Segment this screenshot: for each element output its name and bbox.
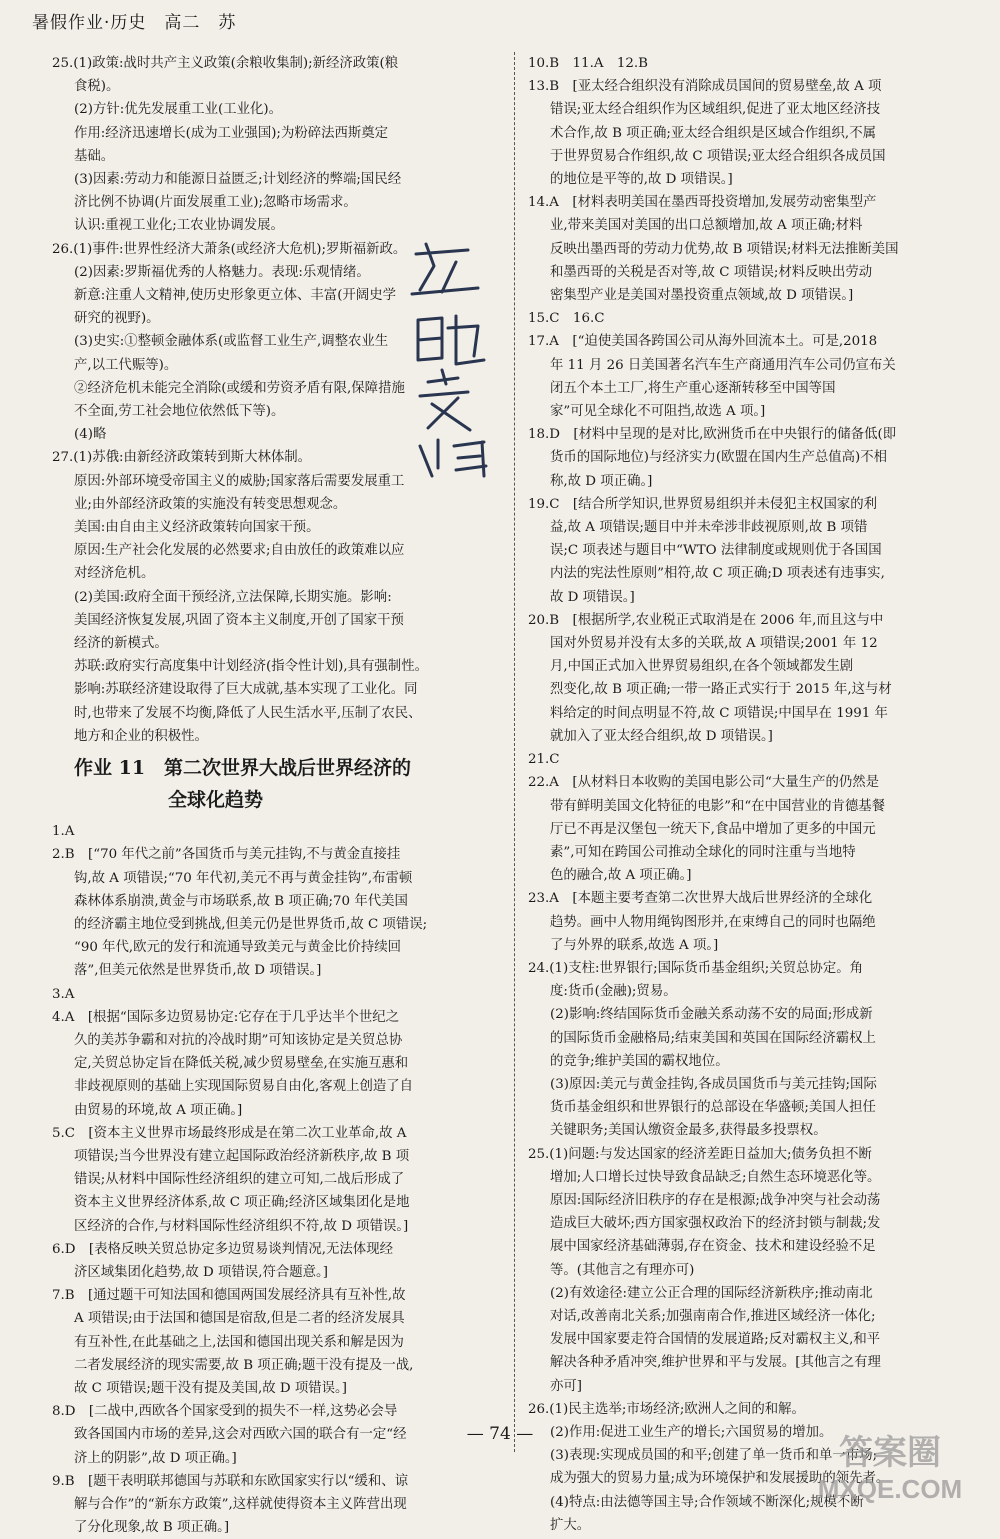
answer-line: 二者发展经济的现实需要,故 B 项正确;题干没有提及一战, bbox=[74, 1357, 414, 1373]
answer-line: 造成巨大破坏;西方国家强权政治下的经济封锁与制裁;发 bbox=[550, 1216, 881, 1232]
answer-line: 时,也带来了发展不均衡,降低了人民生活水平,压制了农民、 bbox=[74, 705, 422, 721]
page-number: — 74 — bbox=[466, 1424, 534, 1444]
answer-line: 新意:注重人文精神,使历史形象更立体、丰富(开阔史学 bbox=[74, 288, 396, 304]
answer-line: 2.B [“70 年代之前”各国货币与美元挂钩,不与黄金直接挂 bbox=[52, 847, 401, 863]
answer-line: 素”,可知在跨国公司推动全球化的同时注重与当地特 bbox=[550, 844, 856, 860]
answer-line: 成为强大的贸易力量;成为环境保护和发展援助的领先者。 bbox=[550, 1471, 890, 1487]
answer-line: 故 D 项错误。] bbox=[550, 589, 635, 605]
answer-line: 色的融合,故 A 项正确。] bbox=[550, 868, 692, 884]
answer-line: 业,带来美国对美国的出口总额增加,故 A 项正确;材料 bbox=[550, 218, 863, 234]
answer-line: 故 C 项错误;题干没有提及美国,故 D 项错误。] bbox=[74, 1380, 347, 1396]
answer-line: (4)特点:由法德等国主导;合作领域不断深化;规模不断 bbox=[550, 1494, 864, 1510]
answer-line: 研究的视野)。 bbox=[74, 311, 160, 327]
answer-line: 13.B [亚太经合组织没有消除成员国间的贸易壁垒,故 A 项 bbox=[528, 79, 882, 95]
answer-line: 货币基金组织和世界银行的总部设在华盛顿;美国人担任 bbox=[550, 1100, 876, 1116]
answer-line: 关键职务;美国认缴资金最多,获得最多投票权。 bbox=[550, 1123, 827, 1139]
answer-line: 20.B [根据所学,农业税正式取消是在 2006 年,而且这与中 bbox=[528, 612, 884, 628]
answer-line: (2)美国:政府全面干预经济,立法保障,长期实施。影响: bbox=[74, 589, 392, 605]
answer-line: 烈变化,故 B 项正确;一带一路正式实行于 2015 年,这与材 bbox=[550, 682, 892, 698]
answer-line: (3)表现:实现成员国的和平;创建了单一货币和单一市场; bbox=[550, 1448, 878, 1464]
answer-line: 误;C 项表述与题目中“WTO 法律制度或规则优于各国国 bbox=[550, 543, 882, 559]
answer-line: 10.B 11.A 12.B bbox=[528, 56, 649, 71]
answer-line: 济比例不协调(片面发展重工业);忽略市场需求。 bbox=[74, 195, 357, 211]
answer-line: 货币的国际地位)与经济实力(欧盟在国内生产总值高)不相 bbox=[550, 450, 888, 466]
answer-line: 月,中国正式加入世界贸易组织,在各个领域都发生剧 bbox=[550, 659, 854, 675]
answer-line: 23.A [本题主要考查第二次世界大战后世界经济的全球化 bbox=[528, 891, 873, 907]
answer-line: 度:货币(金融);贸易。 bbox=[550, 984, 677, 1000]
answer-line: 17.A [“迫使美国各跨国公司从海外回流本土。可是,2018 bbox=[528, 334, 878, 350]
page-header: 暑假作业·历史 高二 苏 bbox=[32, 13, 237, 33]
answer-line: 益,故 A 项错误;题目中并未牵涉非歧视原则,故 B 项错 bbox=[550, 520, 868, 536]
answer-line: 7.B [通过题干可知法国和德国两国发展经济具有互补性,故 bbox=[52, 1288, 406, 1304]
answer-line: 内法的宪法性原则”相符,故 C 项正确;D 项表述有违事实, bbox=[550, 566, 885, 582]
answer-line: ②经济危机未能完全消除(或缓和劳资矛盾有限,保障措施 bbox=[74, 380, 405, 396]
answer-line: 苏联:政府实行高度集中计划经济(指令性计划),具有强制性。 bbox=[74, 659, 428, 675]
answer-line: 25.(1)问题:与发达国家的经济差距日益加大;债务负担不断 bbox=[528, 1146, 872, 1162]
answer-line: 的国际货币金融格局;结束美国和英国在国际经济霸权上 bbox=[550, 1030, 876, 1046]
answer-line: 错误;从材料中国际性经济组织的建立可知,二战后形成了 bbox=[74, 1172, 405, 1188]
answer-line: 有互补性,在此基础之上,法国和德国出现关系和解是因为 bbox=[74, 1334, 404, 1350]
answer-line: 于世界贸易合作组织,故 C 项错误;亚太经合组织各成员国 bbox=[550, 148, 886, 164]
answer-line: 钩,故 A 项错误;“70 年代初,美元不再与黄金挂钩”,布雷顿 bbox=[74, 870, 413, 886]
answer-line: 不全面,劳工社会地位依然低下等)。 bbox=[74, 404, 285, 420]
answer-line: 森林体系崩溃,黄金与市场联系,故 B 项正确;70 年代美国 bbox=[74, 893, 408, 909]
answer-line: 了分化现象,故 B 项正确。] bbox=[74, 1520, 230, 1536]
answer-line: (2)方针:优先发展重工业(工业化)。 bbox=[74, 102, 283, 118]
watermark-logo bbox=[792, 1420, 988, 1508]
answer-line: 1.A bbox=[52, 824, 75, 840]
answer-line: 27.(1)苏俄:由新经济政策转到斯大林体制。 bbox=[52, 450, 312, 466]
answer-line: 产,以工代赈等)。 bbox=[74, 357, 178, 373]
answer-line: 18.D [材料中呈现的是对比,欧洲货币在中央银行的储备低(即 bbox=[528, 427, 897, 443]
answer-line: 错误;亚太经合组织作为区域组织,促进了亚太地区经济技 bbox=[550, 102, 881, 118]
answer-line: (3)因素:劳动力和能源日益匮乏;计划经济的弊端;国民经 bbox=[74, 172, 402, 188]
answer-line: 作用:经济迅速增长(成为工业强国);为粉碎法西斯奠定 bbox=[74, 125, 389, 141]
answer-line: 3.A bbox=[52, 986, 75, 1002]
answer-line: 济区域集团化趋势,故 D 项错误,符合题意。] bbox=[74, 1264, 328, 1280]
answer-line: (3)史实:①整顿金融体系(或监督工业生产,调整农业生 bbox=[74, 334, 389, 350]
right-answer-block bbox=[528, 52, 973, 1537]
answer-line: 业;由外部经济政策的实施没有转变思想观念。 bbox=[74, 496, 347, 512]
answer-line: 发展中国家要走符合国情的发展道路;反对霸权主义,和平 bbox=[550, 1332, 881, 1348]
answer-line: “90 年代,欧元的发行和流通导致美元与黄金比价持续回 bbox=[74, 940, 401, 956]
answer-line: (2)有效途径:建立公正合理的国际经济新秩序;推动南北 bbox=[550, 1285, 873, 1301]
answer-line: (4)略 bbox=[74, 427, 107, 443]
answer-line: 反映出墨西哥的劳动力优势,故 B 项错误;材料无法推断美国 bbox=[550, 241, 899, 257]
answer-line: 的地位是平等的,故 D 项错误。] bbox=[550, 172, 733, 188]
answer-line: 和墨西哥的关税是否对等,故 C 项错误;材料反映出劳动 bbox=[550, 264, 873, 280]
answer-line: 认识:重视工业化;工农业协调发展。 bbox=[74, 218, 284, 234]
answer-line: 原因:外部环境受帝国主义的威胁;国家落后需要发展重工 bbox=[74, 473, 405, 489]
answer-line: 15.C 16.C bbox=[528, 311, 605, 327]
answer-line: 26.(1)事件:世界性经济大萧条(或经济大危机);罗斯福新政。 bbox=[52, 241, 407, 257]
answer-line: 影响:苏联经济建设取得了巨大成就,基本实现了工业化。同 bbox=[74, 682, 418, 698]
answer-line: 解与合作”的“新东方政策”,这样就使得资本主义阵营出现 bbox=[74, 1496, 407, 1512]
answer-line: 项错误;当今世界没有建立起国际政治经济新秩序,故 B 项 bbox=[74, 1148, 410, 1164]
answer-line: 料给定的时间点明显不符,故 C 项错误;中国早在 1991 年 bbox=[550, 705, 888, 721]
answer-line: 的经济霸主地位受到挑战,但美元仍是世界货币,故 C 项错误; bbox=[74, 916, 428, 932]
answer-line: 由贸易的环境,故 A 项正确。] bbox=[74, 1102, 243, 1118]
answer-line: (3)原因:美元与黄金挂钩,各成员国货币与美元挂钩;国际 bbox=[550, 1076, 877, 1092]
answer-line: 展中国家经济基础薄弱,存在资金、技术和建设经验不足 bbox=[550, 1239, 876, 1255]
answer-line: 术合作,故 B 项正确;亚太经合组织是区域合作组织,不属 bbox=[550, 125, 876, 141]
answer-line: 地方和企业的积极性。 bbox=[74, 728, 208, 744]
answer-line: A 项错误;由于法国和德国是宿敌,但是二者的经济发展具 bbox=[74, 1311, 405, 1327]
answer-line: 落”,但美元依然是世界货币,故 D 项错误。] bbox=[74, 963, 322, 979]
watermark-url: MXQE.COM bbox=[817, 1474, 963, 1504]
answer-line: 19.C [结合所学知识,世界贸易组织并未侵犯主权国家的利 bbox=[528, 496, 878, 512]
answer-line: 非歧视原则的基础上实现国际贸易自由化,客观上创造了自 bbox=[74, 1079, 414, 1095]
answer-line: 对话,改善南北关系;加强南南合作,推进区域经济一体化; bbox=[550, 1308, 876, 1324]
answer-line: 扩大。 bbox=[550, 1517, 591, 1533]
answer-line: 国对外贸易并没有太多的关联,故 A 项错误;2001 年 12 bbox=[550, 636, 878, 652]
column-divider bbox=[514, 52, 515, 1452]
section-title: 作业 11 第二次世界大战后世界经济的 bbox=[74, 757, 412, 780]
answer-line: 资本主义世界经济体系,故 C 项正确;经济区域集团化是地 bbox=[74, 1195, 410, 1211]
answer-line: 称,故 D 项正确。] bbox=[550, 473, 653, 489]
answer-line: 22.A [从材料日本收购的美国电影公司“大量生产的仍然是 bbox=[528, 775, 880, 791]
answer-line: 原因:国际经济旧秩序的存在是根源;战争冲突与社会动荡 bbox=[550, 1192, 881, 1208]
answer-line: 5.C [资本主义世界市场最终形成是在第二次工业革命,故 A bbox=[52, 1125, 407, 1141]
answer-line: 美国经济恢复发展,巩固了资本主义制度,开创了国家干预 bbox=[74, 612, 404, 628]
answer-line: 基础。 bbox=[74, 148, 115, 164]
answer-line: 经济的新模式。 bbox=[74, 636, 168, 652]
answer-line: (2)作用:促进工业生产的增长;六国贸易的增加。 bbox=[550, 1424, 833, 1440]
answer-line: (2)影响:终结国际货币金融关系动荡不安的局面;形成新 bbox=[550, 1007, 873, 1023]
answer-line: 解决各种矛盾冲突,维护世界和平与发展。[其他言之有理 bbox=[550, 1355, 881, 1371]
answer-line: 了与外界的联系,故选 A 项。] bbox=[550, 937, 719, 953]
answer-line: 8.D [二战中,西欧各个国家受到的损失不一样,这势必会导 bbox=[52, 1404, 398, 1420]
right-column bbox=[528, 52, 973, 1537]
answer-line: 趋势。画中人物用绳钩图形并,在束缚自己的同时也隔绝 bbox=[550, 914, 876, 930]
answer-line: 的竞争;维护美国的霸权地位。 bbox=[550, 1053, 729, 1069]
answer-line: 21.C bbox=[528, 752, 560, 768]
answer-line: 定,关贸总协定旨在降低关税,减少贸易壁垒,在实施互惠和 bbox=[74, 1056, 409, 1072]
answer-line: 闭五个本土工厂,将生产重心逐渐转移至中国等国 bbox=[550, 380, 836, 396]
answer-line: 增加;人口增长过快导致食品缺乏;自然生态环境恶化等。 bbox=[550, 1169, 881, 1185]
answer-line: 年 11 月 26 日美国著名汽车生产商通用汽车公司仍宣布关 bbox=[550, 357, 896, 373]
answer-line: 等。(其他言之有理亦可) bbox=[550, 1262, 695, 1278]
answer-line: 26.(1)民主选举;市场经济;欧洲人之间的和解。 bbox=[528, 1401, 805, 1417]
answer-line: 亦可] bbox=[550, 1378, 583, 1394]
answer-line: 对经济危机。 bbox=[74, 566, 155, 582]
answer-line: 区经济的合作,与材料国际性经济组织不符,故 D 项错误。] bbox=[74, 1218, 409, 1234]
answer-line: 原因:生产社会化发展的必然要求;自由放任的政策难以应 bbox=[74, 543, 405, 559]
answer-line: 就加入了亚太经合组织,故 D 项错误。] bbox=[550, 728, 773, 744]
answer-line: 24.(1)支柱:世界银行;国际货币基金组织;关贸总协定。角 bbox=[528, 960, 863, 976]
answer-line: 厅已不再是汉堡包一统天下,食品中增加了更多的中国元 bbox=[550, 821, 876, 837]
answer-line: (2)因素:罗斯福优秀的人格魅力。表现:乐观情绪。 bbox=[74, 264, 370, 280]
answer-line: 密集型产业是美国对墨投资重点领域,故 D 项错误。] bbox=[550, 288, 854, 304]
answer-line: 9.B [题干表明联邦德国与苏联和东欧国家实行以“缓和、谅 bbox=[52, 1473, 409, 1489]
answer-line: 6.D [表格反映关贸总协定多边贸易谈判情况,无法体现经 bbox=[52, 1241, 393, 1257]
answer-line: 致各国国内市场的差异,这会对西欧六国的联合有一定“经 bbox=[74, 1427, 407, 1443]
answer-line: 久的美苏争霸和对抗的冷战时期”可知该协定是关贸总协 bbox=[74, 1032, 403, 1048]
handwritten-annotation bbox=[398, 232, 496, 482]
answer-line: 带有鲜明美国文化特征的电影”和“在中国营业的肯德基餐 bbox=[550, 798, 886, 814]
answer-line: 美国:由自由主义经济政策转向国家干预。 bbox=[74, 520, 320, 536]
answer-line: 济上的阴影”,故 D 项正确。] bbox=[74, 1450, 237, 1466]
watermark-brand: 答案圈 bbox=[839, 1434, 941, 1472]
answer-line: 食税)。 bbox=[74, 79, 120, 95]
section-subtitle: 全球化趋势 bbox=[168, 789, 264, 812]
answer-line: 14.A [材料表明美国在墨西哥投资增加,发展劳动密集型产 bbox=[528, 195, 877, 211]
answer-line: 25.(1)政策:战时共产主义政策(余粮收集制);新经济政策(粮 bbox=[52, 56, 399, 71]
answer-line: 4.A [根据“国际多边贸易协定:它存在于几乎达半个世纪之 bbox=[52, 1009, 400, 1025]
answer-line: 家”可见全球化不可阻挡,故选 A 项。] bbox=[550, 404, 766, 420]
